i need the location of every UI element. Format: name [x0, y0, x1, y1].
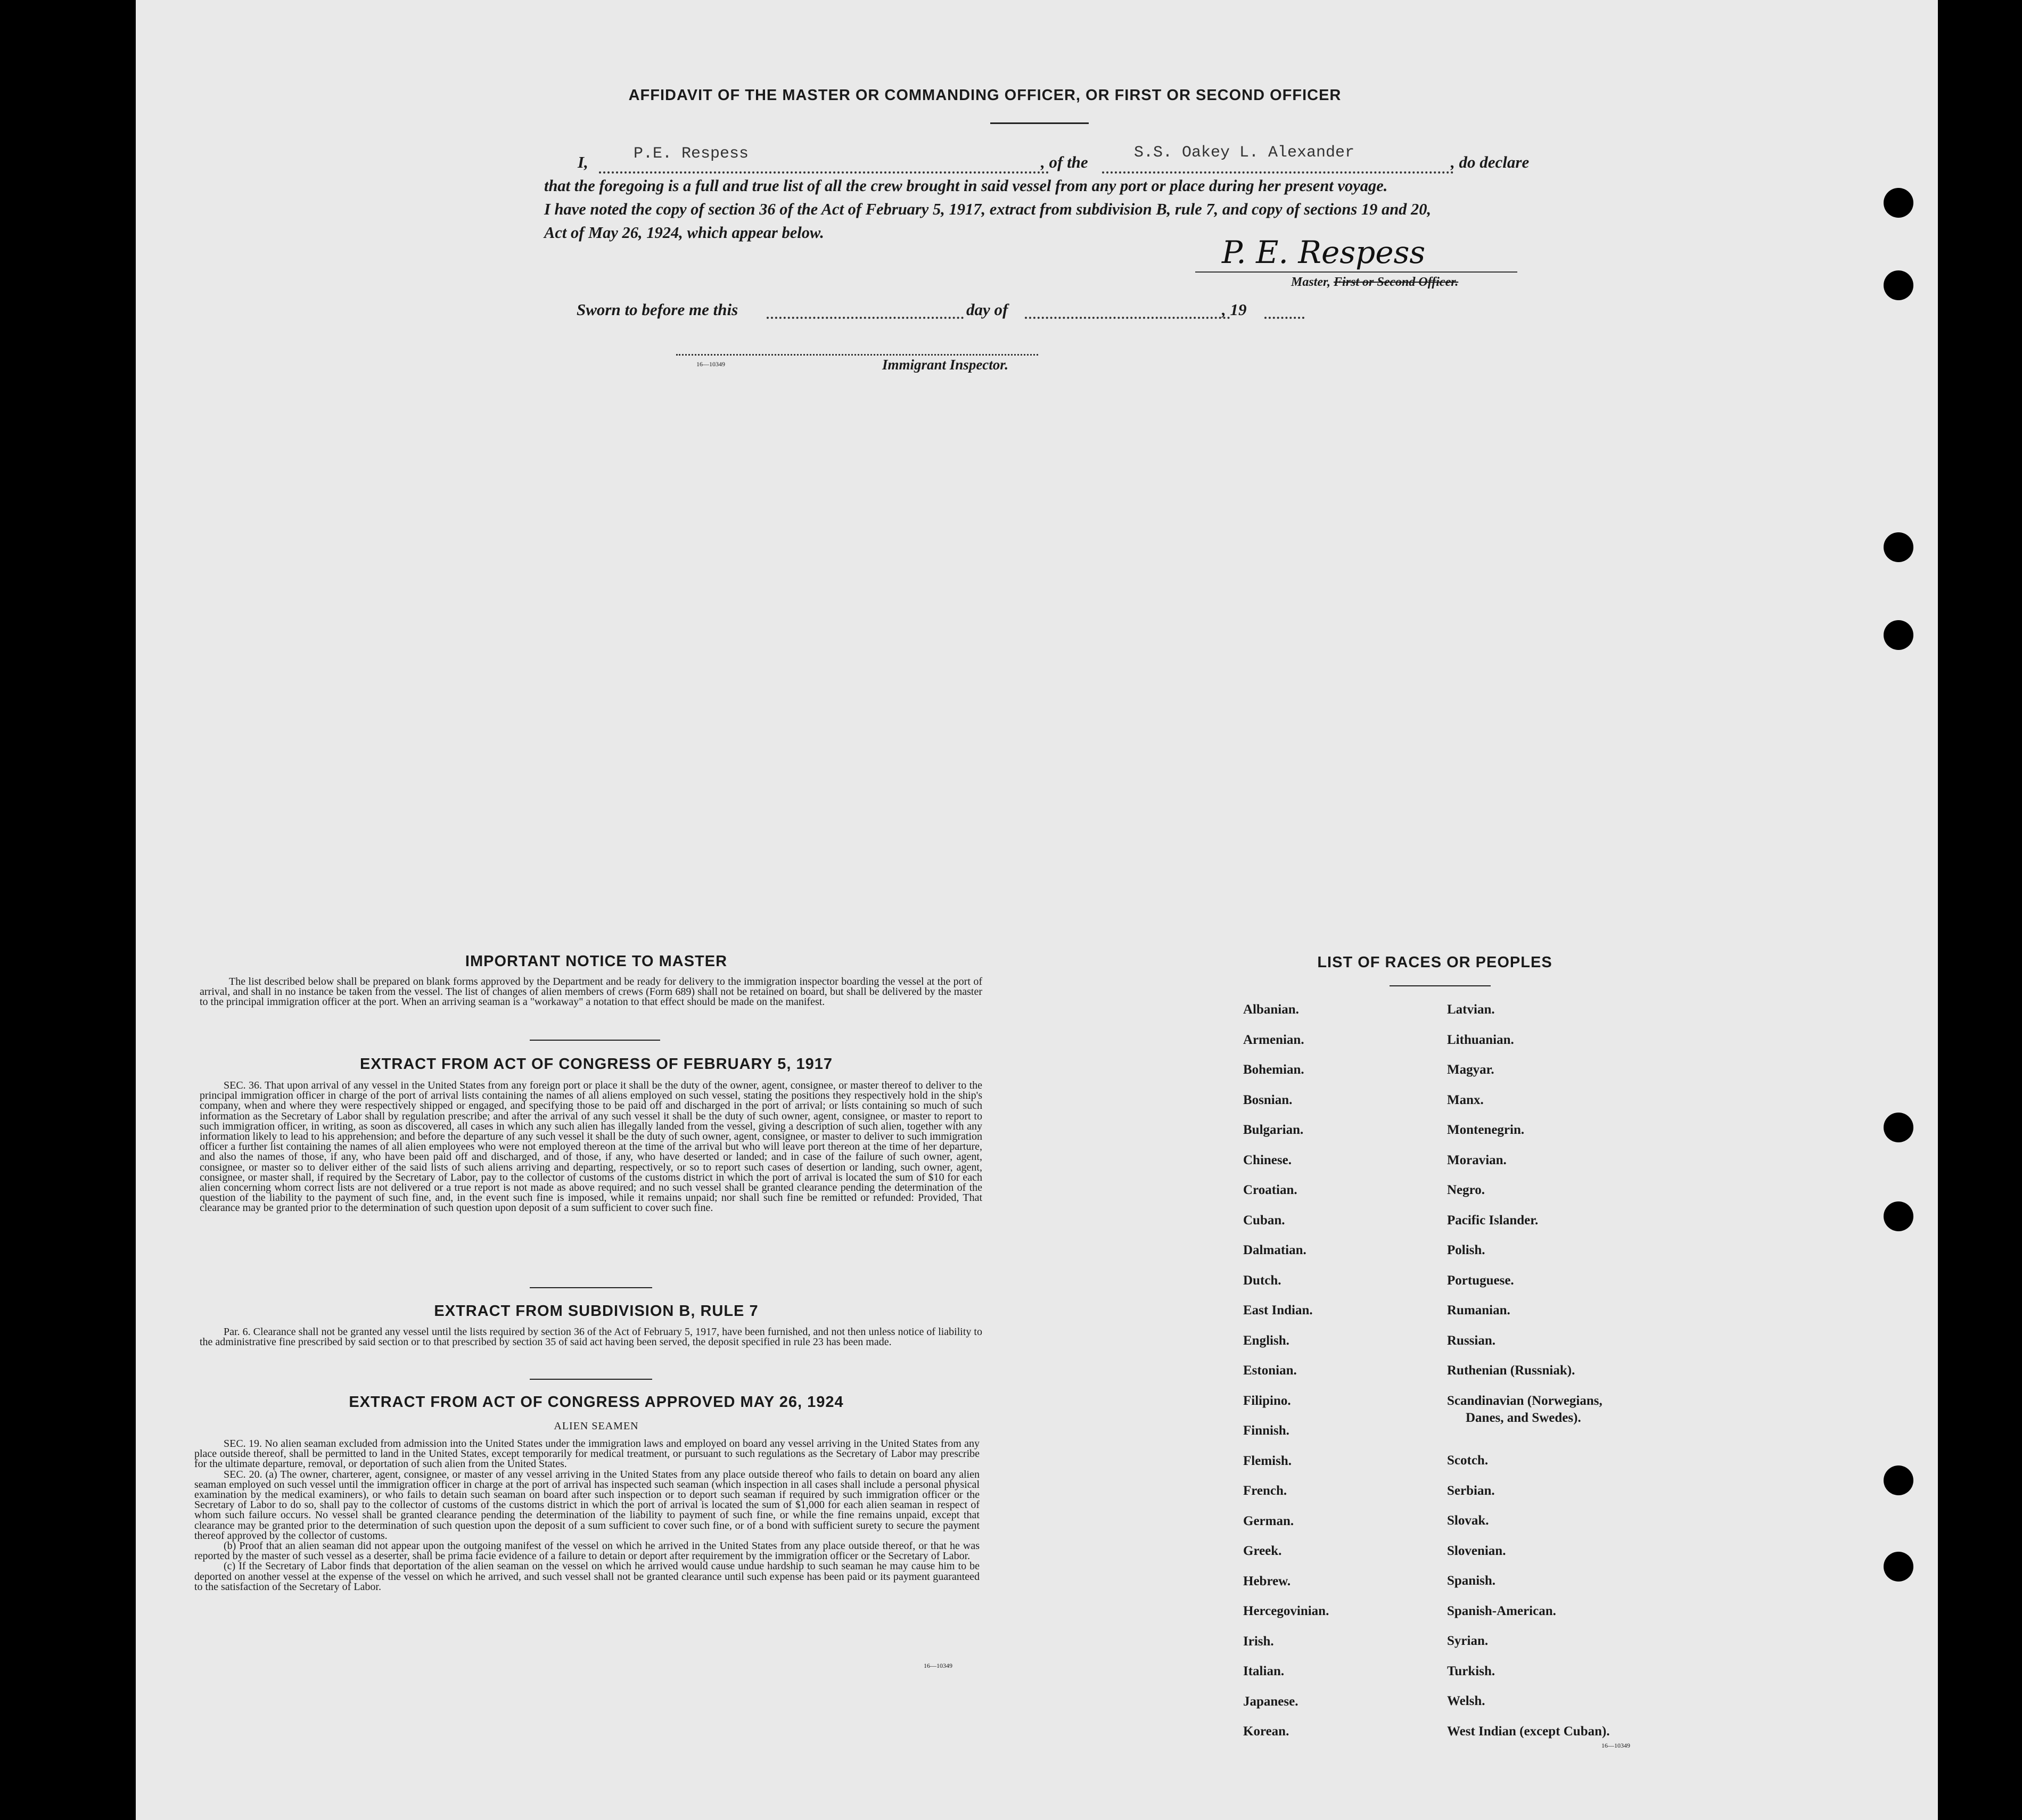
- race-item: Greek.: [1243, 1544, 1282, 1558]
- divider-3: [530, 1379, 652, 1380]
- notice-title: IMPORTANT NOTICE TO MASTER: [465, 953, 728, 970]
- race-item: Albanian.: [1243, 1002, 1299, 1017]
- sworn-month-line: [1025, 317, 1230, 319]
- extract-1917-text: SEC. 36. That upon arrival of any vessel in the United States from any foreign port or place it shall be the duty of the owner, agent, consignee, or master thereof to deliver to the principal immigration officer in charge of the port of arrival lists containing the names of all aliens employed on such vessel, stating the positions they respectively hold in the ship's company, when and where they were respectively shipped or engaged, and specifying those to be paid off and discharged in the port of arrival; or lists containing so much of such information as the Secretary of Labor shall by regulation prescribe; and after the arrival of any such vessel it shall be the duty of such owner, agent, consignee, or master to report to such immigration officer, in writing, as soon as discovered, all cases in which any such alien has illegally landed from the vessel, giving a description of such alien, together with any information likely to lead to his apprehension; and before the departure of any such vessel it shall be the duty of such owner, agent, consignee, or master to deliver to such immigration officer a further list containing the names of all alien employees who were not employed thereon at the time of the arrival but who will leave port thereon at the time of her departure, and also the names of those, if any, who have been paid off and discharged, and of those, if any, who have deserted or landed; and in case of the failure of such owner, agent, consignee, or master so to deliver either of the said lists of such aliens arriving and departing, respectively, or so to report such cases of desertion or landing, such owner, agent, consignee, or master shall, if required by the Secretary of Labor, pay to the collector of customs of the customs district in which the port of arrival is located the sum of $10 for each alien concerning whom correct lists are not delivered or a true report is not made as above required; and no such vessel shall be granted clearance pending the determination of the question of the liability to the payment of such fine, and, in the event such fine is imposed, while it remains unpaid; nor shall such fine be remitted or refunded: Provided, That clearance may be granted prior to the determination of such question upon deposit of a sum sufficient to cover such fine.: [200, 1080, 982, 1214]
- race-item: Negro.: [1447, 1183, 1485, 1197]
- race-item: French.: [1243, 1484, 1287, 1498]
- subdivision-b-text: Par. 6. Clearance shall not be granted any vessel until the lists required by section 36 of the Act of February 5, 1917, have been furnished, and not then unless notice of liability to the administrative fine prescribed by said section or to that prescribed by section 35 of said act having been served, the deposit specified in rule 23 has been made.: [200, 1326, 982, 1348]
- race-item: Dalmatian.: [1243, 1243, 1306, 1257]
- punch-hole: [1884, 1201, 1913, 1231]
- race-item: East Indian.: [1243, 1303, 1313, 1317]
- extract-1924-body: [194, 1439, 980, 1592]
- race-item: Lithuanian.: [1447, 1032, 1514, 1047]
- title-underline: [990, 122, 1089, 124]
- notice-text: The list described below shall be prepared on blank forms approved by the Department and be ready for delivery to the immigration inspector boarding the vessel at the port of arrival, and shall in no instance be taken from the vessel. The list of changes of alien members of crews (Form 689) shall not be retained on board, but shall be delivered by the master to the principal immigration officer at the port. When an arriving seaman is a "workaway" a notation to that effect should be made on the manifest.: [200, 976, 982, 1008]
- sworn-label: Sworn to before me this: [577, 300, 738, 319]
- extract-1917-title: EXTRACT FROM ACT OF CONGRESS OF FEBRUARY 5, 1917: [359, 1056, 833, 1073]
- race-item: Syrian.: [1447, 1634, 1489, 1648]
- signature-caption: [1291, 275, 1458, 290]
- race-item: Flemish.: [1243, 1453, 1292, 1468]
- declaration-line-4: Act of May 26, 1924, which appear below.: [544, 224, 824, 242]
- alien-seamen-subtitle: ALIEN SEAMEN: [554, 1420, 639, 1432]
- race-item: Turkish.: [1447, 1663, 1495, 1678]
- race-item: Portuguese.: [1447, 1273, 1514, 1288]
- race-item: West Indian (except Cuban).: [1447, 1724, 1610, 1739]
- affidavit-title: AFFIDAVIT OF THE MASTER OR COMMANDING OFFICER, OR FIRST OR SECOND OFFICER: [628, 87, 1342, 104]
- divider-1: [530, 1040, 660, 1041]
- race-item: Finnish.: [1243, 1423, 1289, 1438]
- of-the-label: , of the: [1041, 153, 1088, 171]
- section-20b-text: (b) Proof that an alien seaman did not appear upon the outgoing manifest of the vessel on which he arrived in the United States from any place outside thereof, or that he was reported by the master of such vessel as a deserter, shall be prima facie evidence of a failure to detain or deport after requirement by the immigration officer or the Secretary of Labor.: [194, 1540, 980, 1562]
- race-item: Irish.: [1243, 1634, 1274, 1649]
- race-item: Danes, and Swedes).: [1466, 1410, 1581, 1425]
- extract-form-number: 16—10349: [924, 1662, 952, 1669]
- inspector-signature-line: [676, 354, 1038, 356]
- subdivision-b-title: EXTRACT FROM SUBDIVISION B, RULE 7: [434, 1303, 759, 1320]
- year-label: , 19: [1222, 300, 1247, 319]
- race-item: Spanish.: [1447, 1574, 1496, 1588]
- i-label: I,: [578, 153, 588, 171]
- race-item: Bulgarian.: [1243, 1123, 1304, 1137]
- race-item: English.: [1243, 1333, 1289, 1348]
- races-title: LIST OF RACES OR PEOPLES: [1317, 954, 1552, 971]
- punch-hole: [1884, 1113, 1913, 1142]
- race-item: Scandinavian (Norwegians,: [1447, 1393, 1602, 1408]
- race-item: Spanish-American.: [1447, 1603, 1556, 1618]
- divider-2: [530, 1287, 652, 1288]
- extract-1924-title: EXTRACT FROM ACT OF CONGRESS APPROVED MAY 26, 1924: [349, 1394, 844, 1411]
- race-item: Rumanian.: [1447, 1303, 1510, 1317]
- race-item: Japanese.: [1243, 1694, 1298, 1709]
- race-item: Scotch.: [1447, 1453, 1489, 1468]
- master-name-line: [599, 171, 1049, 174]
- race-item: Armenian.: [1243, 1032, 1304, 1047]
- race-item: Serbian.: [1447, 1483, 1495, 1498]
- master-signature: P. E. Respess: [1222, 234, 1426, 270]
- affidavit-form-number: 16—10349: [696, 360, 725, 368]
- race-item: Croatian.: [1243, 1183, 1297, 1197]
- signature-line: [1195, 271, 1517, 273]
- caption-struck-officer: First or Second Officer.: [1334, 275, 1459, 289]
- race-item: Welsh.: [1447, 1694, 1485, 1708]
- race-item: Moravian.: [1447, 1152, 1507, 1167]
- race-item: Ruthenian (Russniak).: [1447, 1363, 1575, 1378]
- race-item: Magyar.: [1447, 1063, 1494, 1077]
- sworn-day-line: [767, 317, 964, 319]
- races-title-underline: [1390, 985, 1491, 986]
- race-item: Bosnian.: [1243, 1092, 1293, 1107]
- punch-hole: [1884, 532, 1913, 562]
- race-item: Latvian.: [1447, 1002, 1495, 1017]
- section-20a-text: SEC. 20. (a) The owner, charterer, agent, consignee, or master of any vessel arriving in the United States from any place outside thereof who fails to detain on board any alien seaman employed on such vessel until the immigration officer in charge at the port of arrival has inspected such seaman (which inspection in all cases shall include a personal physical examination by the medical examiners), or who fails to detain such seaman on board after such inspection or to deport such seaman if required by such immigration officer or the Secretary of Labor to do so, shall pay to the collector of customs of the customs district in which the port of arrival is located the sum of $1,000 for each alien seaman in respect of whom such failure occurs. No vessel shall be granted clearance pending the determination of the liability to payment of such fine, or while the fine remains unpaid, except that clearance may be granted prior to the determination of such question upon the deposit of a sum sufficient to cover such fine, or of a bond with sufficient surety to secure the payment thereof approved by the collector of customs.: [194, 1468, 980, 1542]
- races-form-number: 16—10349: [1601, 1742, 1630, 1749]
- day-of-label: day of: [966, 300, 1008, 319]
- race-item: Pacific Islander.: [1447, 1213, 1539, 1228]
- declaration-line-2: that the foregoing is a full and true list of all the crew brought in said vessel from any port or place during her present voyage.: [544, 177, 1388, 195]
- declaration-line-3: I have noted the copy of section 36 of the Act of February 5, 1917, extract from subdivision B, rule 7, and copy of sections 19 and 20,: [544, 200, 1432, 218]
- punch-hole: [1884, 620, 1913, 650]
- race-item: Slovak.: [1447, 1513, 1489, 1528]
- race-item: Estonian.: [1243, 1363, 1297, 1378]
- race-item: Korean.: [1243, 1724, 1289, 1739]
- inspector-label: Immigrant Inspector.: [882, 357, 1009, 373]
- race-item: Bohemian.: [1243, 1063, 1304, 1077]
- vessel-name-line: [1102, 171, 1453, 174]
- race-item: Dutch.: [1243, 1273, 1281, 1288]
- race-item: Filipino.: [1243, 1393, 1291, 1408]
- race-item: Hercegovinian.: [1243, 1604, 1329, 1618]
- master-name-value: P.E. Respess: [634, 145, 749, 163]
- race-item: German.: [1243, 1513, 1294, 1528]
- section-19-text: SEC. 19. No alien seaman excluded from admission into the United States under the immigration laws and employed on board any vessel arriving in the United States from any place outside thereof, shall be permitted to land in the United States, except temporarily for medical treatment, or pursuant to such regulations as the Secretary of Labor may prescribe for the ultimate departure, removal, or deportation of such alien from the United States.: [194, 1438, 980, 1470]
- race-item: Manx.: [1447, 1092, 1484, 1107]
- do-declare-label: , do declare: [1451, 153, 1530, 171]
- race-item: Montenegrin.: [1447, 1123, 1525, 1137]
- race-item: Hebrew.: [1243, 1574, 1291, 1588]
- race-item: Cuban.: [1243, 1213, 1285, 1228]
- race-item: Russian.: [1447, 1333, 1496, 1348]
- punch-hole: [1884, 270, 1913, 300]
- punch-hole: [1884, 1465, 1913, 1495]
- sworn-year-line: [1264, 317, 1304, 319]
- race-item: Slovenian.: [1447, 1543, 1506, 1558]
- section-20c-text: (c) If the Secretary of Labor finds that deportation of the alien seaman on the vessel on which he arrived would cause undue hardship to such seaman he may cause him to be deported on another vessel at the expense of the vessel on which he arrived, and such vessel shall not be granted clearance until such expense has been paid or its payment guaranteed to the satisfaction of the Secretary of Labor.: [194, 1560, 980, 1593]
- race-item: Polish.: [1447, 1243, 1485, 1257]
- caption-master: Master,: [1291, 275, 1331, 289]
- vessel-name-value: S.S. Oakey L. Alexander: [1134, 144, 1355, 162]
- punch-hole: [1884, 188, 1913, 218]
- race-item: Chinese.: [1243, 1152, 1292, 1167]
- punch-hole: [1884, 1552, 1913, 1582]
- race-item: Italian.: [1243, 1664, 1285, 1678]
